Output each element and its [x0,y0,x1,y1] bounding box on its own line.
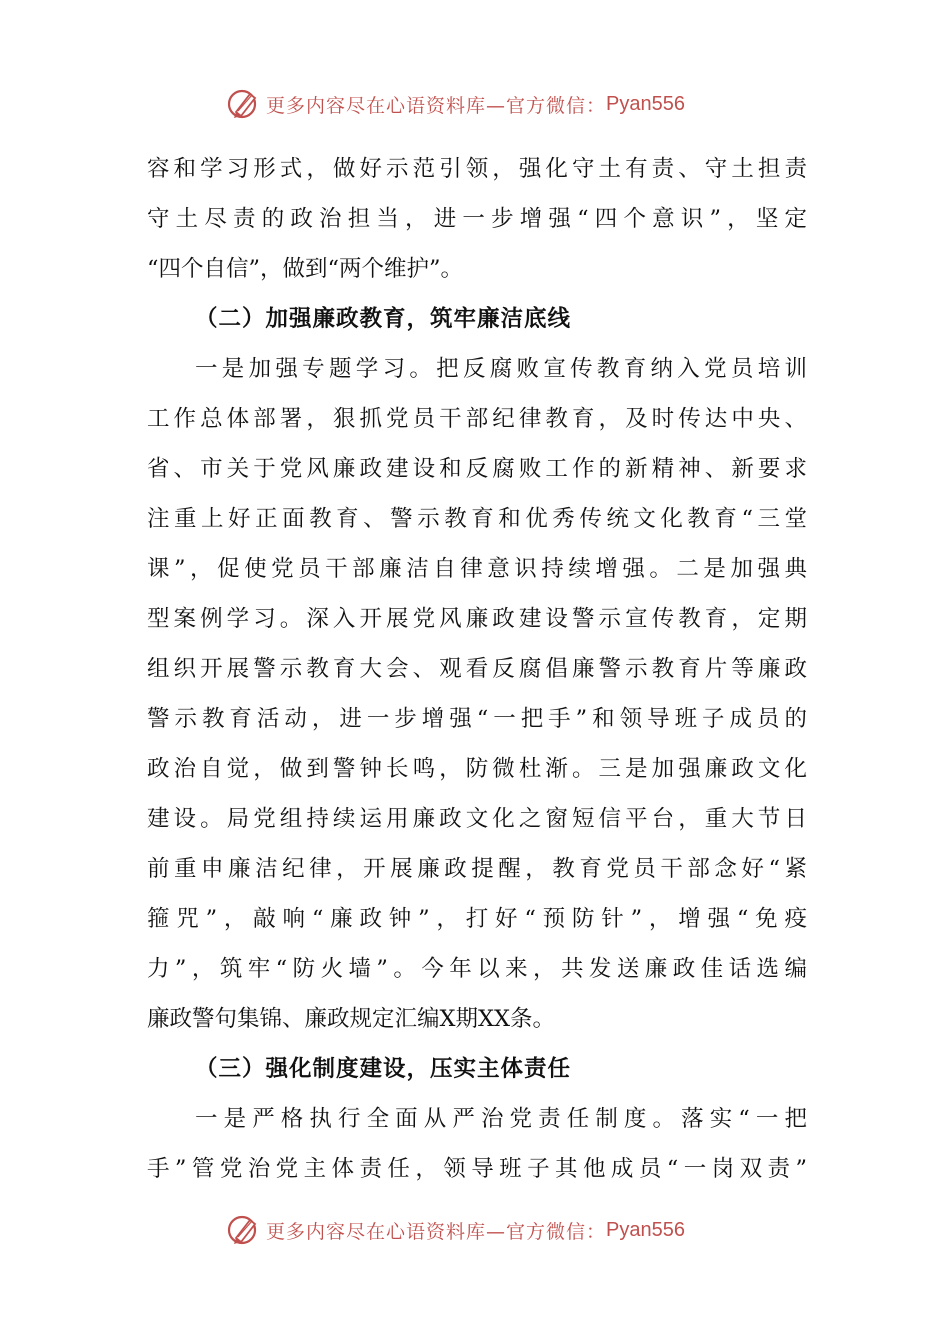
text-line: 廉政警句集锦、廉政规定汇编X期XX条。 [147,1006,556,1032]
pen-nib-logo-icon [226,1212,262,1248]
text-line: 箍咒”，敲响“廉政钟”，打好“预防针”，增强“免疫 [147,906,807,932]
text-line: 一是加强专题学习。把反腐败宣传教育纳入党员培训 [195,356,807,382]
banner-text: 更多内容尽在心语资料库—官方微信： [266,1220,607,1243]
text-line: 一是严格执行全面从严治党责任制度。落实“一把 [195,1106,807,1132]
text-line: 建设。局党组持续运用廉政文化之窗短信平台，重大节日 [147,806,807,832]
text-line: 注重上好正面教育、警示教育和优秀传统文化教育“三堂 [147,506,807,532]
text-line: 课”，促使党员干部廉洁自律意识持续增强。二是加强典 [147,556,807,582]
text-line: 守土尽责的政治担当，进一步增强“四个意识”，坚定 [147,206,807,232]
banner-handle: Pyan556 [606,92,685,115]
header-watermark-banner [226,84,685,124]
banner-text: 更多内容尽在心语资料库—官方微信： [266,94,607,117]
text-line: 警示教育活动，进一步增强“一把手”和领导班子成员的 [147,706,807,732]
text-line: 型案例学习。深入开展党风廉政建设警示宣传教育，定期 [147,606,807,632]
text-line: 政治自觉，做到警钟长鸣，防微杜渐。三是加强廉政文化 [147,756,807,782]
text-line: 工作总体部署，狠抓党员干部纪律教育，及时传达中央、 [147,406,807,432]
section-heading: （三）强化制度建设，压实主体责任 [195,1056,572,1082]
text-line: 容和学习形式，做好示范引领，强化守土有责、守土担责 [147,156,807,182]
text-line: 省、市关于党风廉政建设和反腐败工作的新精神、新要求 [147,456,807,482]
section-heading: （二）加强廉政教育，筑牢廉洁底线 [195,306,572,332]
text-line: 前重申廉洁纪律，开展廉政提醒，教育党员干部念好“紧 [147,856,807,882]
text-line: 力”，筑牢“防火墙”。今年以来，共发送廉政佳话选编 [147,956,807,982]
pen-nib-logo-icon [226,86,262,122]
footer-watermark-banner [226,1210,685,1250]
banner-handle: Pyan556 [606,1218,685,1241]
document-body [147,144,807,1194]
text-line: 手”管党治党主体责任，领导班子其他成员“一岗双责” [147,1156,807,1182]
text-line: 组织开展警示教育大会、观看反腐倡廉警示教育片等廉政 [147,656,807,682]
text-line: “四个自信”，做到“两个维护”。 [147,256,464,282]
